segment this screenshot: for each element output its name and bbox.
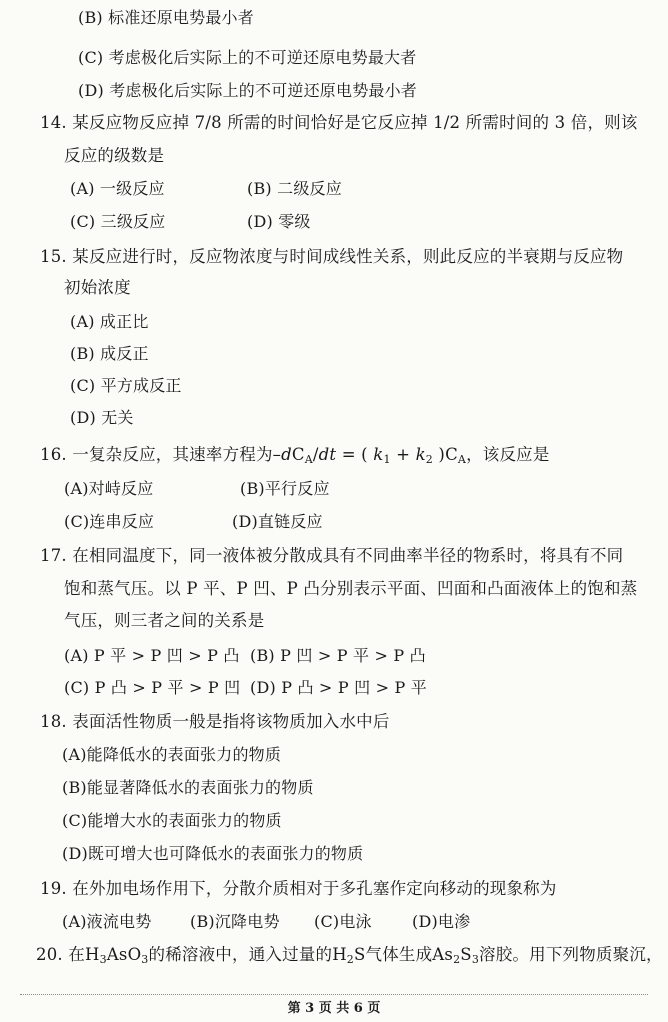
q18-option-b: (B)能显著降低水的表面张力的物质 (62, 778, 314, 797)
q19-option-c: (C)电泳 (314, 912, 372, 931)
q16-option-a: (A)对峙反应 (64, 479, 154, 498)
q16-option-b: (B)平行反应 (240, 479, 330, 498)
q19-option-d: (D)电渗 (412, 912, 471, 931)
q17-stem-line2: 饱和蒸气压。以 P 平、P 凹、P 凸分别表示平面、凹面和凸面液体上的饱和蒸 (64, 579, 638, 598)
q15-stem-line1: 15. 某反应进行时，反应物浓度与时间成线性关系，则此反应的半衰期与反应物 (40, 247, 624, 266)
q19-option-b: (B)沉降电势 (190, 912, 280, 931)
q19-stem: 19. 在外加电场作用下，分散介质相对于多孔塞作定向移动的现象称为 (40, 879, 557, 898)
q16-stem: 16. 一复杂反应，其速率方程为$-dC_A/dt$ = ( $k_1 + k_2$ )$C_A$，该反应是 (40, 445, 550, 466)
q15-option-a: (A) 成正比 (70, 312, 149, 331)
q16-option-c: (C)连串反应 (64, 512, 155, 531)
q16-option-d: (D)直链反应 (232, 512, 323, 531)
q18-stem: 18. 表面活性物质一般是指将该物质加入水中后 (40, 712, 390, 731)
q14-stem-line2: 反应的级数是 (64, 146, 165, 165)
q17-option-b: (B) P 凹 > P 平 > P 凸 (250, 646, 426, 665)
q14-option-c: (C) 三级反应 (70, 212, 166, 231)
footer-divider (20, 994, 648, 995)
q15-stem-line2: 初始浓度 (64, 278, 131, 297)
q14-stem-line1: 14. 某反应物反应掉 7/8 所需的时间恰好是它反应掉 1/2 所需时间的 3 倍，则该 (40, 113, 638, 132)
q14-option-b: (B) 二级反应 (247, 179, 342, 198)
q13-option-c: (C) 考虑极化后实际上的不可逆还原电势最大者 (78, 48, 417, 67)
q13-option-d: (D) 考虑极化后实际上的不可逆还原电势最小者 (78, 81, 417, 100)
q15-option-b: (B) 成反正 (70, 344, 149, 363)
q15-option-d: (D) 无关 (70, 408, 134, 427)
q18-option-d: (D)既可增大也可降低水的表面张力的物质 (62, 844, 364, 863)
q17-option-d: (D) P 凸 > P 凹 > P 平 (250, 678, 427, 697)
q17-option-a: (A) P 平 > P 凹 > P 凸 (64, 646, 240, 665)
q18-option-a: (A)能降低水的表面张力的物质 (62, 745, 282, 764)
q17-stem-line1: 17. 在相同温度下，同一液体被分散成具有不同曲率半径的物系时，将具有不同 (40, 546, 624, 565)
q14-option-d: (D) 零级 (247, 212, 311, 231)
page-number: 第 3 页 共 6 页 (287, 1001, 381, 1016)
q18-option-c: (C)能增大水的表面张力的物质 (62, 811, 282, 830)
q17-stem-line3: 气压，则三者之间的关系是 (64, 611, 265, 630)
q15-option-c: (C) 平方成反正 (70, 376, 182, 395)
q19-option-a: (A)液流电势 (62, 912, 152, 931)
q13-option-b: (B) 标准还原电势最小者 (78, 8, 254, 27)
q17-option-c: (C) P 凸 > P 平 > P 凹 (64, 678, 241, 697)
q20-stem: 20. 在$H_3AsO_3$的稀溶液中，通入过量的$H_2S$气体生成$As_2S_3$溶胶。用下列物质聚沉， (36, 945, 663, 966)
q14-option-a: (A) 一级反应 (70, 179, 165, 198)
